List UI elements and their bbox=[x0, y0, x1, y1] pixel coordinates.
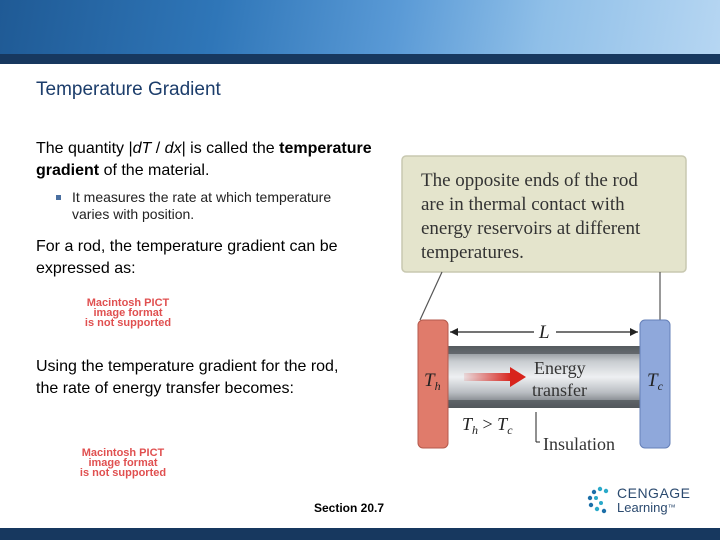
footer-bar bbox=[0, 528, 720, 540]
intro-bold-term: temperature gradient bbox=[36, 140, 372, 179]
ineq-T2: T bbox=[497, 414, 508, 434]
intro-dx: dx bbox=[164, 140, 182, 157]
pict-placeholder-1 bbox=[68, 298, 188, 328]
insulation-top bbox=[444, 346, 644, 354]
caption-line-4: temperatures. bbox=[421, 242, 524, 263]
connector-line-left bbox=[420, 272, 442, 320]
energy-label-line-2: transfer bbox=[532, 380, 587, 400]
brand-learning: Learning bbox=[617, 500, 668, 515]
section-label: Section 20.7 bbox=[314, 501, 385, 515]
insulation-label: Insulation bbox=[543, 434, 615, 454]
intro-text-post: | is called the bbox=[181, 140, 275, 157]
header-band bbox=[0, 0, 720, 54]
pict-2-line-3: is not supported bbox=[79, 467, 167, 479]
ineq-sub1: h bbox=[472, 423, 479, 437]
intro-text-end: of the material. bbox=[99, 162, 210, 179]
pict-placeholder-2 bbox=[58, 448, 188, 478]
bullet-item bbox=[56, 189, 356, 223]
brand-trademark: ™ bbox=[667, 503, 676, 512]
caption-line-2: are in thermal contact with bbox=[421, 194, 625, 215]
pict-2-line-2: image format bbox=[88, 457, 158, 469]
th-letter: T bbox=[424, 370, 435, 391]
length-label: L bbox=[539, 322, 550, 343]
ineq-sub2: c bbox=[507, 423, 513, 437]
bullet-text: It measures the rate at which temperature varies with position. bbox=[72, 189, 332, 222]
caption-line-1: The opposite ends of the rod bbox=[421, 170, 638, 191]
header-stripe bbox=[0, 54, 720, 64]
insulation-bottom bbox=[444, 400, 644, 408]
slide-title: Temperature Gradient bbox=[36, 79, 221, 100]
ineq-T1: T bbox=[462, 414, 473, 434]
energy-transfer-paragraph: Using the temperature gradient for the rod, the rate of energy transfer becomes: bbox=[36, 358, 339, 397]
pict-1-line-2: image format bbox=[93, 307, 163, 319]
intro-slash: / bbox=[151, 140, 165, 157]
tc-letter: T bbox=[647, 370, 658, 391]
pict-2-line-1: Macintosh PICT bbox=[81, 447, 165, 459]
intro-paragraph bbox=[36, 138, 376, 182]
energy-arrow-shaft bbox=[464, 373, 512, 381]
rod-gradient-paragraph: For a rod, the temperature gradient can be expressed as: bbox=[36, 238, 338, 277]
intro-dT: dT bbox=[132, 140, 152, 157]
th-subscript: h bbox=[434, 379, 441, 393]
ineq-gt: > bbox=[478, 414, 498, 434]
length-arrow-right-head bbox=[630, 328, 638, 336]
cengage-logo-icon bbox=[585, 485, 615, 515]
energy-label-line-1: Energy bbox=[534, 358, 586, 378]
pict-1-line-1: Macintosh PICT bbox=[86, 297, 170, 309]
rod-figure bbox=[398, 152, 690, 458]
bullet-square-icon bbox=[56, 195, 61, 200]
pict-1-line-3: is not supported bbox=[84, 317, 172, 329]
length-arrow-left-head bbox=[450, 328, 458, 336]
brand-name: CENGAGE bbox=[617, 485, 691, 501]
caption-line-3: energy reservoirs at different bbox=[421, 218, 641, 239]
intro-text-pre: The quantity | bbox=[36, 140, 133, 157]
brand-sub bbox=[617, 501, 676, 515]
tc-subscript: c bbox=[657, 379, 663, 393]
inequality-label bbox=[462, 414, 513, 437]
rod-figure-graphic bbox=[398, 152, 690, 458]
